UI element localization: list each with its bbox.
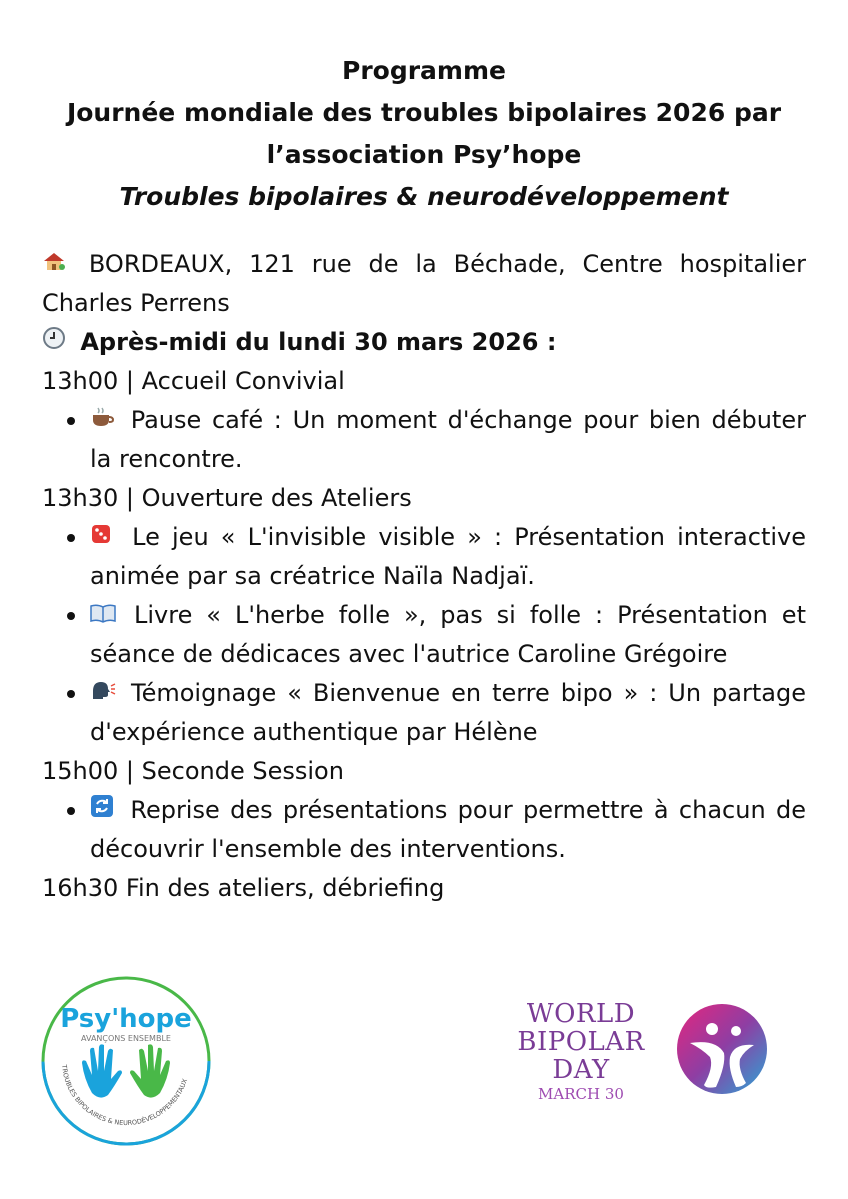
closing-line: 16h30 Fin des ateliers, débriefing	[42, 874, 445, 902]
list-item	[90, 674, 806, 752]
house-with-garden-icon	[42, 245, 72, 284]
item-text: Pause café : Un moment d'échange pour bien débuter la rencontre.	[90, 406, 806, 473]
wbd-bipolar: BIPOLAR	[517, 1027, 645, 1057]
schedule-heading: 15h00 | Seconde Session	[42, 757, 344, 785]
clock-icon	[42, 323, 72, 362]
list-item	[90, 791, 806, 869]
arrows-counterclockwise-icon	[90, 791, 120, 830]
date-text: Après-midi du lundi 30 mars 2026 :	[80, 328, 557, 356]
world-bipolar-day-wordmark	[506, 1000, 656, 1104]
schedule-block-1	[42, 362, 806, 479]
psyhope-logo	[40, 975, 212, 1147]
item-text: Témoignage « Bienvenue en terre bipo » : Un partage d'expérience authentique par Hélène	[90, 679, 806, 746]
date-line	[42, 323, 806, 362]
item-text: Le jeu « L'invisible visible » : Présentation interactive animée par sa créatrice Naïla Nadjaï.	[90, 523, 806, 590]
psyhope-logo-name: Psy'hope	[60, 1004, 192, 1034]
game-die-icon	[90, 518, 120, 557]
location-line	[42, 245, 806, 323]
schedule-heading: 13h00 | Accueil Convivial	[42, 367, 345, 395]
open-book-icon	[90, 596, 120, 635]
program-header	[30, 50, 818, 218]
world-bipolar-day-logo-icon	[676, 1003, 768, 1095]
hot-beverage-icon	[90, 401, 120, 440]
list-item	[90, 401, 806, 479]
program-content	[42, 245, 806, 908]
list-item	[90, 518, 806, 596]
location-text: BORDEAUX, 121 rue de la Béchade, Centre hospitalier Charles Perrens	[42, 250, 806, 317]
item-text: Reprise des présentations pour permettre à chacun de découvrir l'ensemble des interventions.	[90, 796, 806, 863]
wbd-world: WORLD	[526, 999, 636, 1029]
wbd-day: DAY	[552, 1055, 610, 1085]
psyhope-logo-ring-text: TROUBLES BIPOLAIRES & NEURODÉVELOPPEMENTAUX	[60, 1064, 190, 1128]
schedule-heading: 13h30 | Ouverture des Ateliers	[42, 484, 412, 512]
header-association: l’association Psy’hope	[266, 140, 582, 169]
list-item	[90, 596, 806, 674]
wbd-date: MARCH 30	[538, 1085, 624, 1103]
header-subtitle: Troubles bipolaires & neurodéveloppement	[119, 182, 729, 211]
item-text: Livre « L'herbe folle », pas si folle : Présentation et séance de dédicaces avec l'autrice Caroline Grégoire	[90, 601, 806, 668]
schedule-block-2	[42, 479, 806, 752]
header-title: Journée mondiale des troubles bipolaires 2026 par	[66, 98, 782, 127]
psyhope-logo-tagline: AVANÇONS ENSEMBLE	[81, 1034, 171, 1043]
schedule-block-3	[42, 752, 806, 869]
speaking-head-icon	[90, 674, 120, 713]
header-programme: Programme	[342, 56, 506, 85]
